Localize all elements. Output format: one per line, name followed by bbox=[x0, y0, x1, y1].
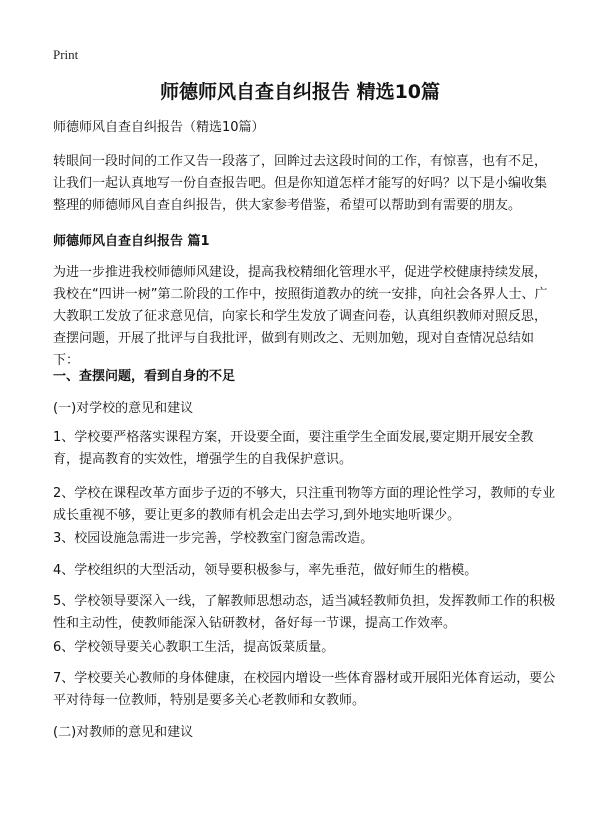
list-item: 2、学校在课程改革方面步子迈的不够大，只注重刊物等方面的理论性学习，教师的专业成长重视不够，要让更多的教师有机会走出去学习,到外地实地听课少。 bbox=[53, 486, 556, 523]
intro-paragraph: 转眼间一段时间的工作又告一段落了，回眸过去这段时间的工作，有惊喜，也有不足，让我们一起认真地写一份自查报告吧。但是你知道怎样才能写的好吗？以下是小编收集整理的师德师风自查自纠报告，供大家参考借鉴，希望可以帮助到有需要的朋友。 bbox=[53, 154, 548, 213]
document-subtitle: 师德师风自查自纠报告（精选10篇） bbox=[53, 120, 265, 135]
list-item: 1、学校要严格落实课程方案，开设要全面，要注重学生全面发展,要定期开展安全教育，提高教育的实效性，增强学生的自我保护意识。 bbox=[53, 430, 534, 467]
subheading-teachers: (二)对教师的意见和建议 bbox=[53, 725, 194, 740]
section-title: 师德师风自查自纠报告 篇1 bbox=[53, 234, 210, 249]
list-item: 4、学校组织的大型活动，领导要积极参与，率先垂范，做好师生的楷模。 bbox=[53, 563, 478, 578]
list-item: 3、校园设施急需进一步完善，学校教室门窗急需改造。 bbox=[53, 531, 374, 546]
subheading-school: (一)对学校的意见和建议 bbox=[53, 401, 194, 416]
document-body bbox=[53, 151, 558, 740]
list-item: 7、学校要关心教师的身体健康，在校园内增设一些体育器材或开展阳光体育运动，要公平对待每一位教师，特别是要多关心老教师和女教师。 bbox=[53, 671, 556, 708]
section-heading: 一、查摆问题，看到自身的不足 bbox=[53, 369, 236, 384]
list-item: 5、学校领导要深入一线，了解教师思想动态，适当减轻教师负担，发挥教师工作的积极性和主动性，使教师能深入钻研教材，备好每一节课，提高工作效率。 bbox=[53, 594, 556, 631]
page-title: 师德师风自查自纠报告 精选10篇 bbox=[159, 81, 441, 103]
body-paragraph: 为进一步推进我校师德师风建设，提高我校精细化管理水平，促进学校健康持续发展，我校在“四讲一树”第二阶段的工作中，按照街道教办的统一安排，向社会各界人士、广大教职工发放了征求意见信，向家长和学生发放了调查问卷，认真组织教师对照反思，查摆问题，开展了批评与自我批评，做到有则改之、无则加勉，现对自查情况总结如下： bbox=[53, 265, 548, 368]
list-item: 6、学校领导要关心教职工生活，提高饭菜质量。 bbox=[53, 640, 335, 655]
print-link[interactable]: Print bbox=[53, 47, 79, 62]
